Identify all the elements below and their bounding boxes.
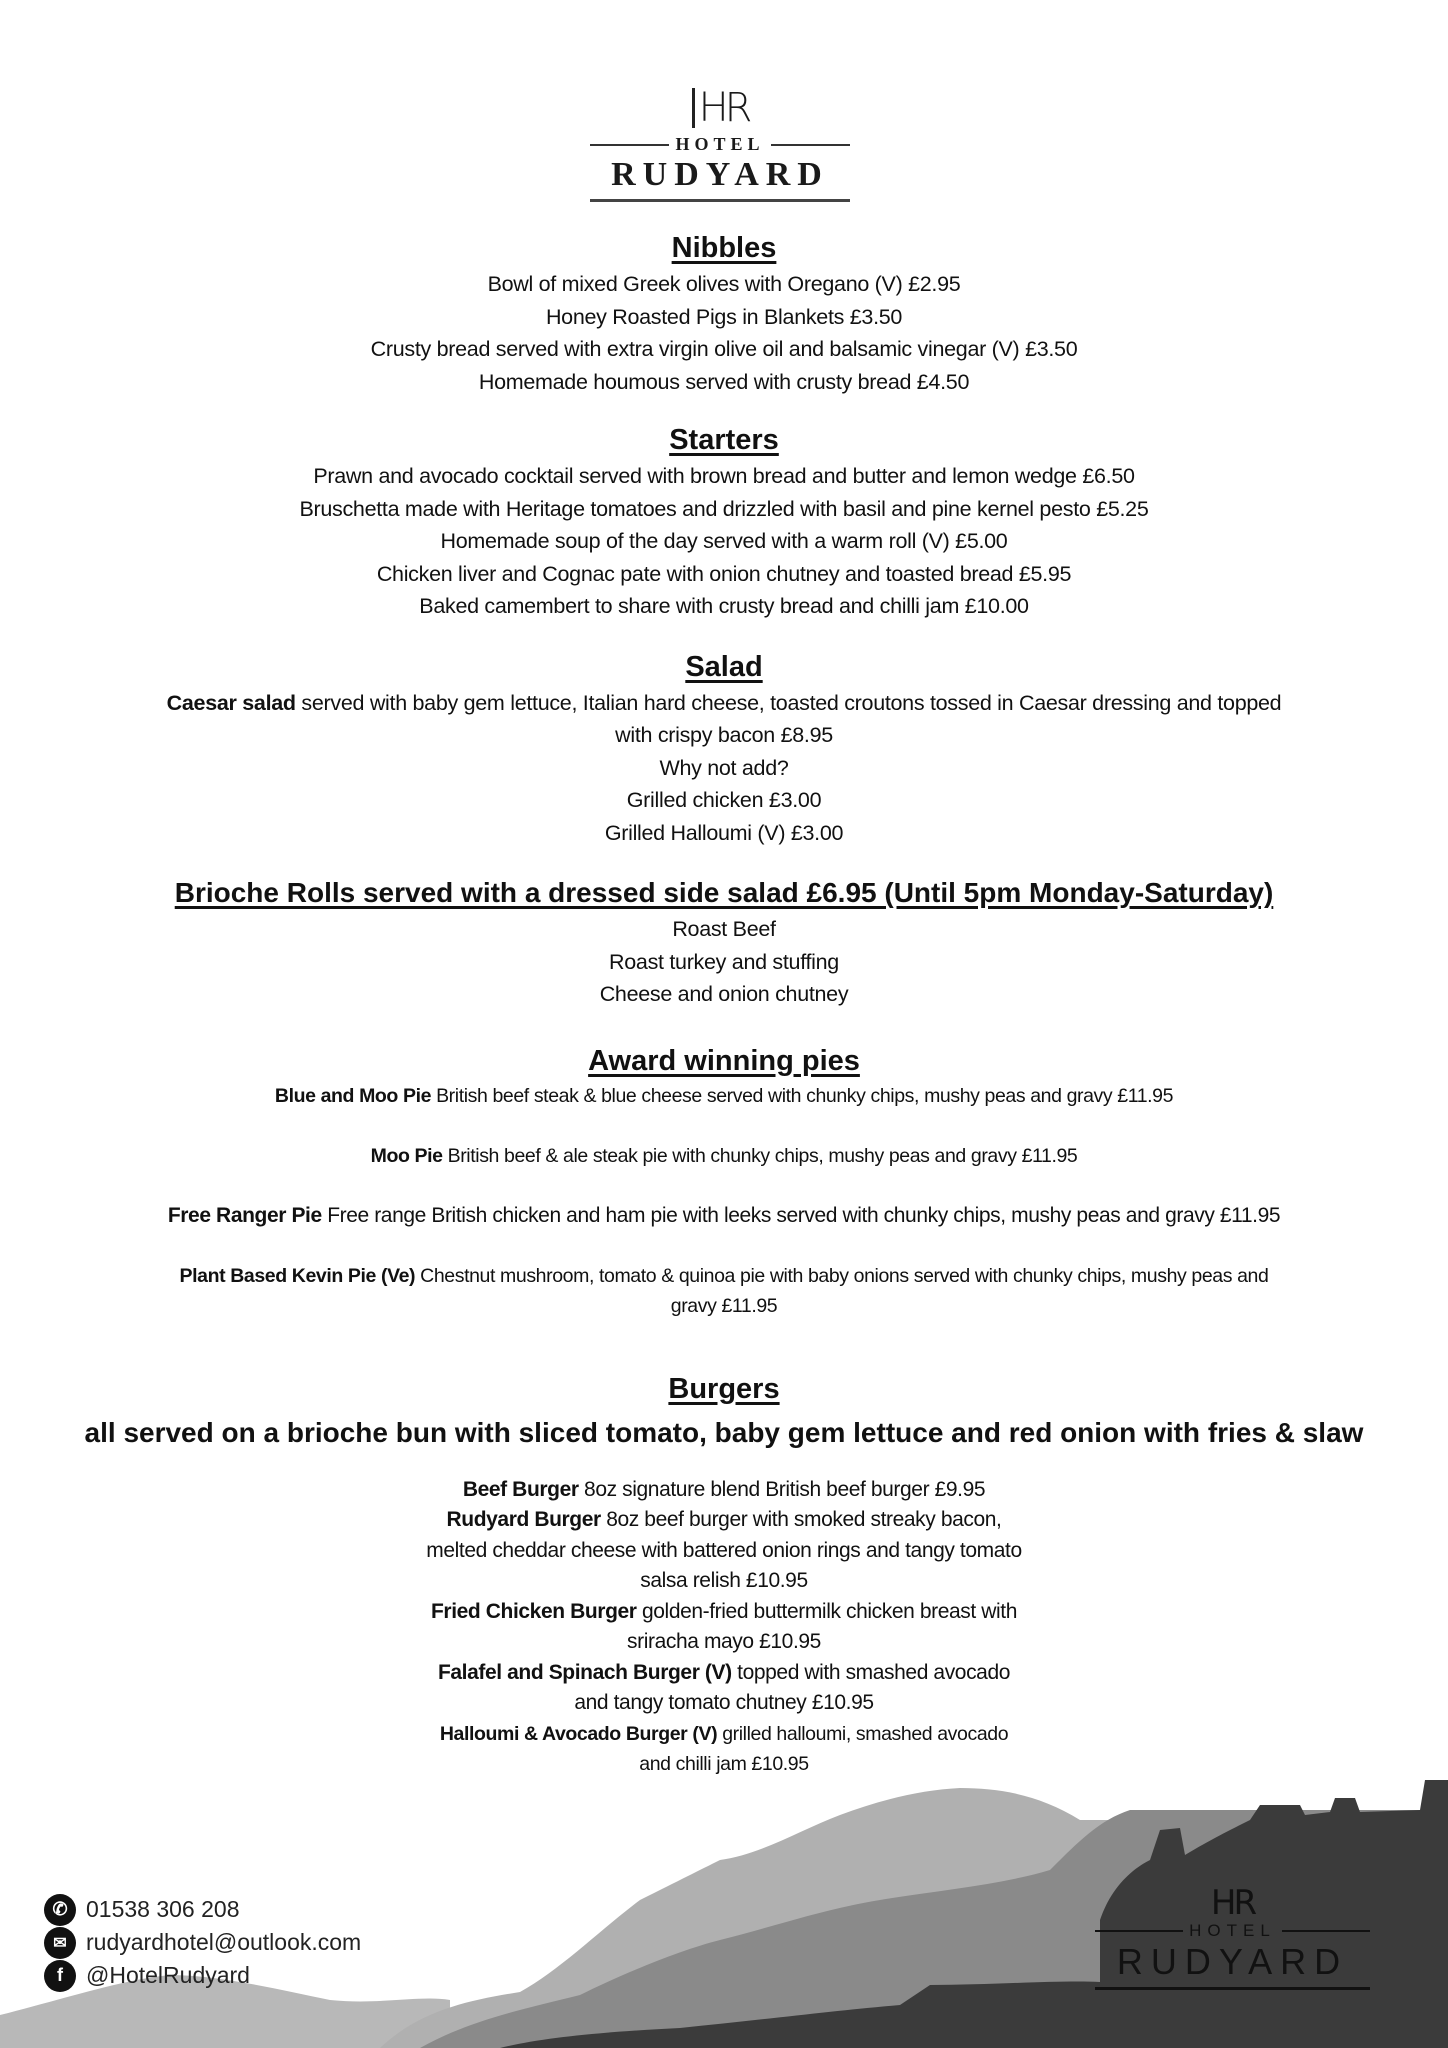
item-desc: British beef steak & blue cheese served with chunky chips, mushy peas and gravy £11.95: [431, 1084, 1174, 1107]
item-desc: Chestnut mushroom, tomato & quinoa pie with baby onions served with chunky chips, mushy peas and: [415, 1264, 1269, 1287]
item-name: Falafel and Spinach Burger (V): [437, 1660, 732, 1684]
item-name: Halloumi & Avocado Burger (V): [439, 1722, 718, 1745]
section-subheading: all served on a brioche bun with sliced tomato, baby gem lettuce and red onion with fries & slaw: [84, 1416, 1364, 1448]
item-name: Blue and Moo Pie: [274, 1084, 432, 1107]
footer-logo: [1095, 1885, 1370, 1990]
contact-facebook: [44, 1959, 361, 1992]
logo-hotel-word: HOTEL: [675, 134, 765, 154]
logo-hotel-word: HOTEL: [1189, 1921, 1276, 1940]
menu-item-caesar: [60, 687, 1388, 720]
section-heading: Award winning pies: [588, 1044, 860, 1077]
contact-email: [44, 1926, 361, 1959]
item-desc: British beef & ale steak pie with chunky chips, mushy peas and gravy £11.95: [442, 1144, 1078, 1167]
item-desc: served with baby gem lettuce, Italian hard cheese, toasted croutons tossed in Caesar dressing and topped: [295, 690, 1282, 715]
addon-prompt: Why not add?: [659, 755, 789, 780]
hr-monogram: HR: [1210, 1883, 1255, 1923]
logo-underline: [590, 199, 850, 202]
menu-item: Chicken liver and Cognac pate with onion chutney and toasted bread £5.95: [376, 561, 1072, 586]
menu-item: Homemade soup of the day served with a warm roll (V) £5.00: [440, 529, 1008, 553]
section-brioche-rolls: [60, 873, 1388, 1011]
facebook-handle: @HotelRudyard: [86, 1962, 250, 1988]
menu-item: [60, 1201, 1388, 1231]
item-name: Moo Pie: [370, 1144, 443, 1167]
addon-item: Grilled Halloumi (V) £3.00: [604, 820, 844, 845]
hr-monogram: HR: [590, 88, 850, 132]
logo-rule-left: [1095, 1930, 1183, 1932]
menu-item: [60, 1081, 1388, 1111]
menu-item: [60, 1141, 1388, 1171]
email-address: rudyardhotel@outlook.com: [86, 1929, 362, 1955]
logo-rule-right: [1282, 1930, 1370, 1932]
facebook-icon: f: [44, 1960, 76, 1992]
menu-item: [424, 1597, 1024, 1658]
logo-name: RUDYARD: [611, 156, 829, 193]
item-name: Free Ranger Pie: [167, 1203, 322, 1227]
menu-item: [424, 1475, 1024, 1506]
menu-item: Prawn and avocado cocktail served with brown bread and butter and lemon wedge £6.50: [313, 464, 1135, 488]
item-desc: Free range British chicken and ham pie with leeks served with chunky chips, mushy peas and gravy £11.95: [321, 1203, 1281, 1227]
section-burgers: [60, 1369, 1388, 1780]
menu-item-caesar-cont: with crispy bacon £8.95: [615, 723, 833, 747]
section-heading: Brioche Rolls served with a dressed side salad £6.95 (Until 5pm Monday-Saturday): [174, 877, 1274, 908]
item-desc: 8oz signature blend British beef burger £9.95: [578, 1477, 986, 1501]
menu-item: [60, 1261, 1388, 1321]
phone-number: 01538 306 208: [86, 1896, 240, 1922]
logo-underline: [1095, 1987, 1370, 1990]
menu-content: [60, 228, 1388, 1780]
item-desc: golden-fried buttermilk chicken breast with sriracha mayo £10.95: [627, 1599, 1017, 1653]
section-heading: Salad: [685, 650, 763, 683]
item-desc-cont: gravy £11.95: [670, 1294, 778, 1317]
section-starters: [60, 420, 1388, 623]
item-name: Caesar salad: [166, 690, 296, 715]
menu-item: Crusty bread served with extra virgin olive oil and balsamic vinegar (V) £3.50: [370, 337, 1078, 361]
logo-name: RUDYARD: [1116, 1941, 1349, 1982]
hotel-logo: [590, 85, 850, 202]
burger-list: [424, 1475, 1024, 1780]
menu-item: Bowl of mixed Greek olives with Oregano (V) £2.95: [487, 272, 961, 296]
phone-icon: ✆: [44, 1894, 76, 1926]
item-desc: topped with smashed avocado and tangy tomato chutney £10.95: [574, 1660, 1011, 1714]
section-heading: Burgers: [668, 1372, 780, 1405]
menu-item: Cheese and onion chutney: [599, 982, 849, 1006]
section-salad: [60, 647, 1388, 850]
mail-icon: ✉: [44, 1927, 76, 1959]
menu-item: Homemade houmous served with crusty bread £4.50: [478, 369, 970, 394]
logo-rule-left: [590, 144, 669, 146]
menu-item: Honey Roasted Pigs in Blankets £3.50: [545, 304, 903, 329]
contact-phone: [44, 1893, 361, 1926]
item-name: Rudyard Burger: [446, 1508, 601, 1531]
item-desc: grilled halloumi, smashed avocado and chilli jam £10.95: [639, 1722, 1009, 1775]
menu-item: [424, 1658, 1024, 1719]
contact-info: [44, 1893, 361, 1992]
item-name: Plant Based Kevin Pie (Ve): [179, 1264, 416, 1287]
menu-item: Roast Beef: [672, 917, 776, 941]
menu-item: [424, 1505, 1024, 1597]
addon-item: Grilled chicken £3.00: [626, 788, 822, 812]
menu-item: Bruschetta made with Heritage tomatoes and drizzled with basil and pine kernel pesto £5.25: [299, 496, 1149, 521]
logo-rule-right: [771, 144, 850, 146]
menu-item: Baked camembert to share with crusty bread and chilli jam £10.00: [419, 594, 1029, 618]
section-heading: Starters: [669, 424, 779, 456]
section-pies: [60, 1041, 1388, 1321]
menu-item: Roast turkey and stuffing: [609, 949, 839, 974]
item-name: Fried Chicken Burger: [431, 1599, 637, 1623]
section-nibbles: [60, 228, 1388, 398]
section-heading: Nibbles: [671, 232, 777, 264]
item-name: Beef Burger: [462, 1477, 579, 1501]
item-desc: 8oz beef burger with smoked streaky bacon, melted cheddar cheese with battered onion rings and tangy tomato salsa relish £10.95: [426, 1508, 1022, 1592]
